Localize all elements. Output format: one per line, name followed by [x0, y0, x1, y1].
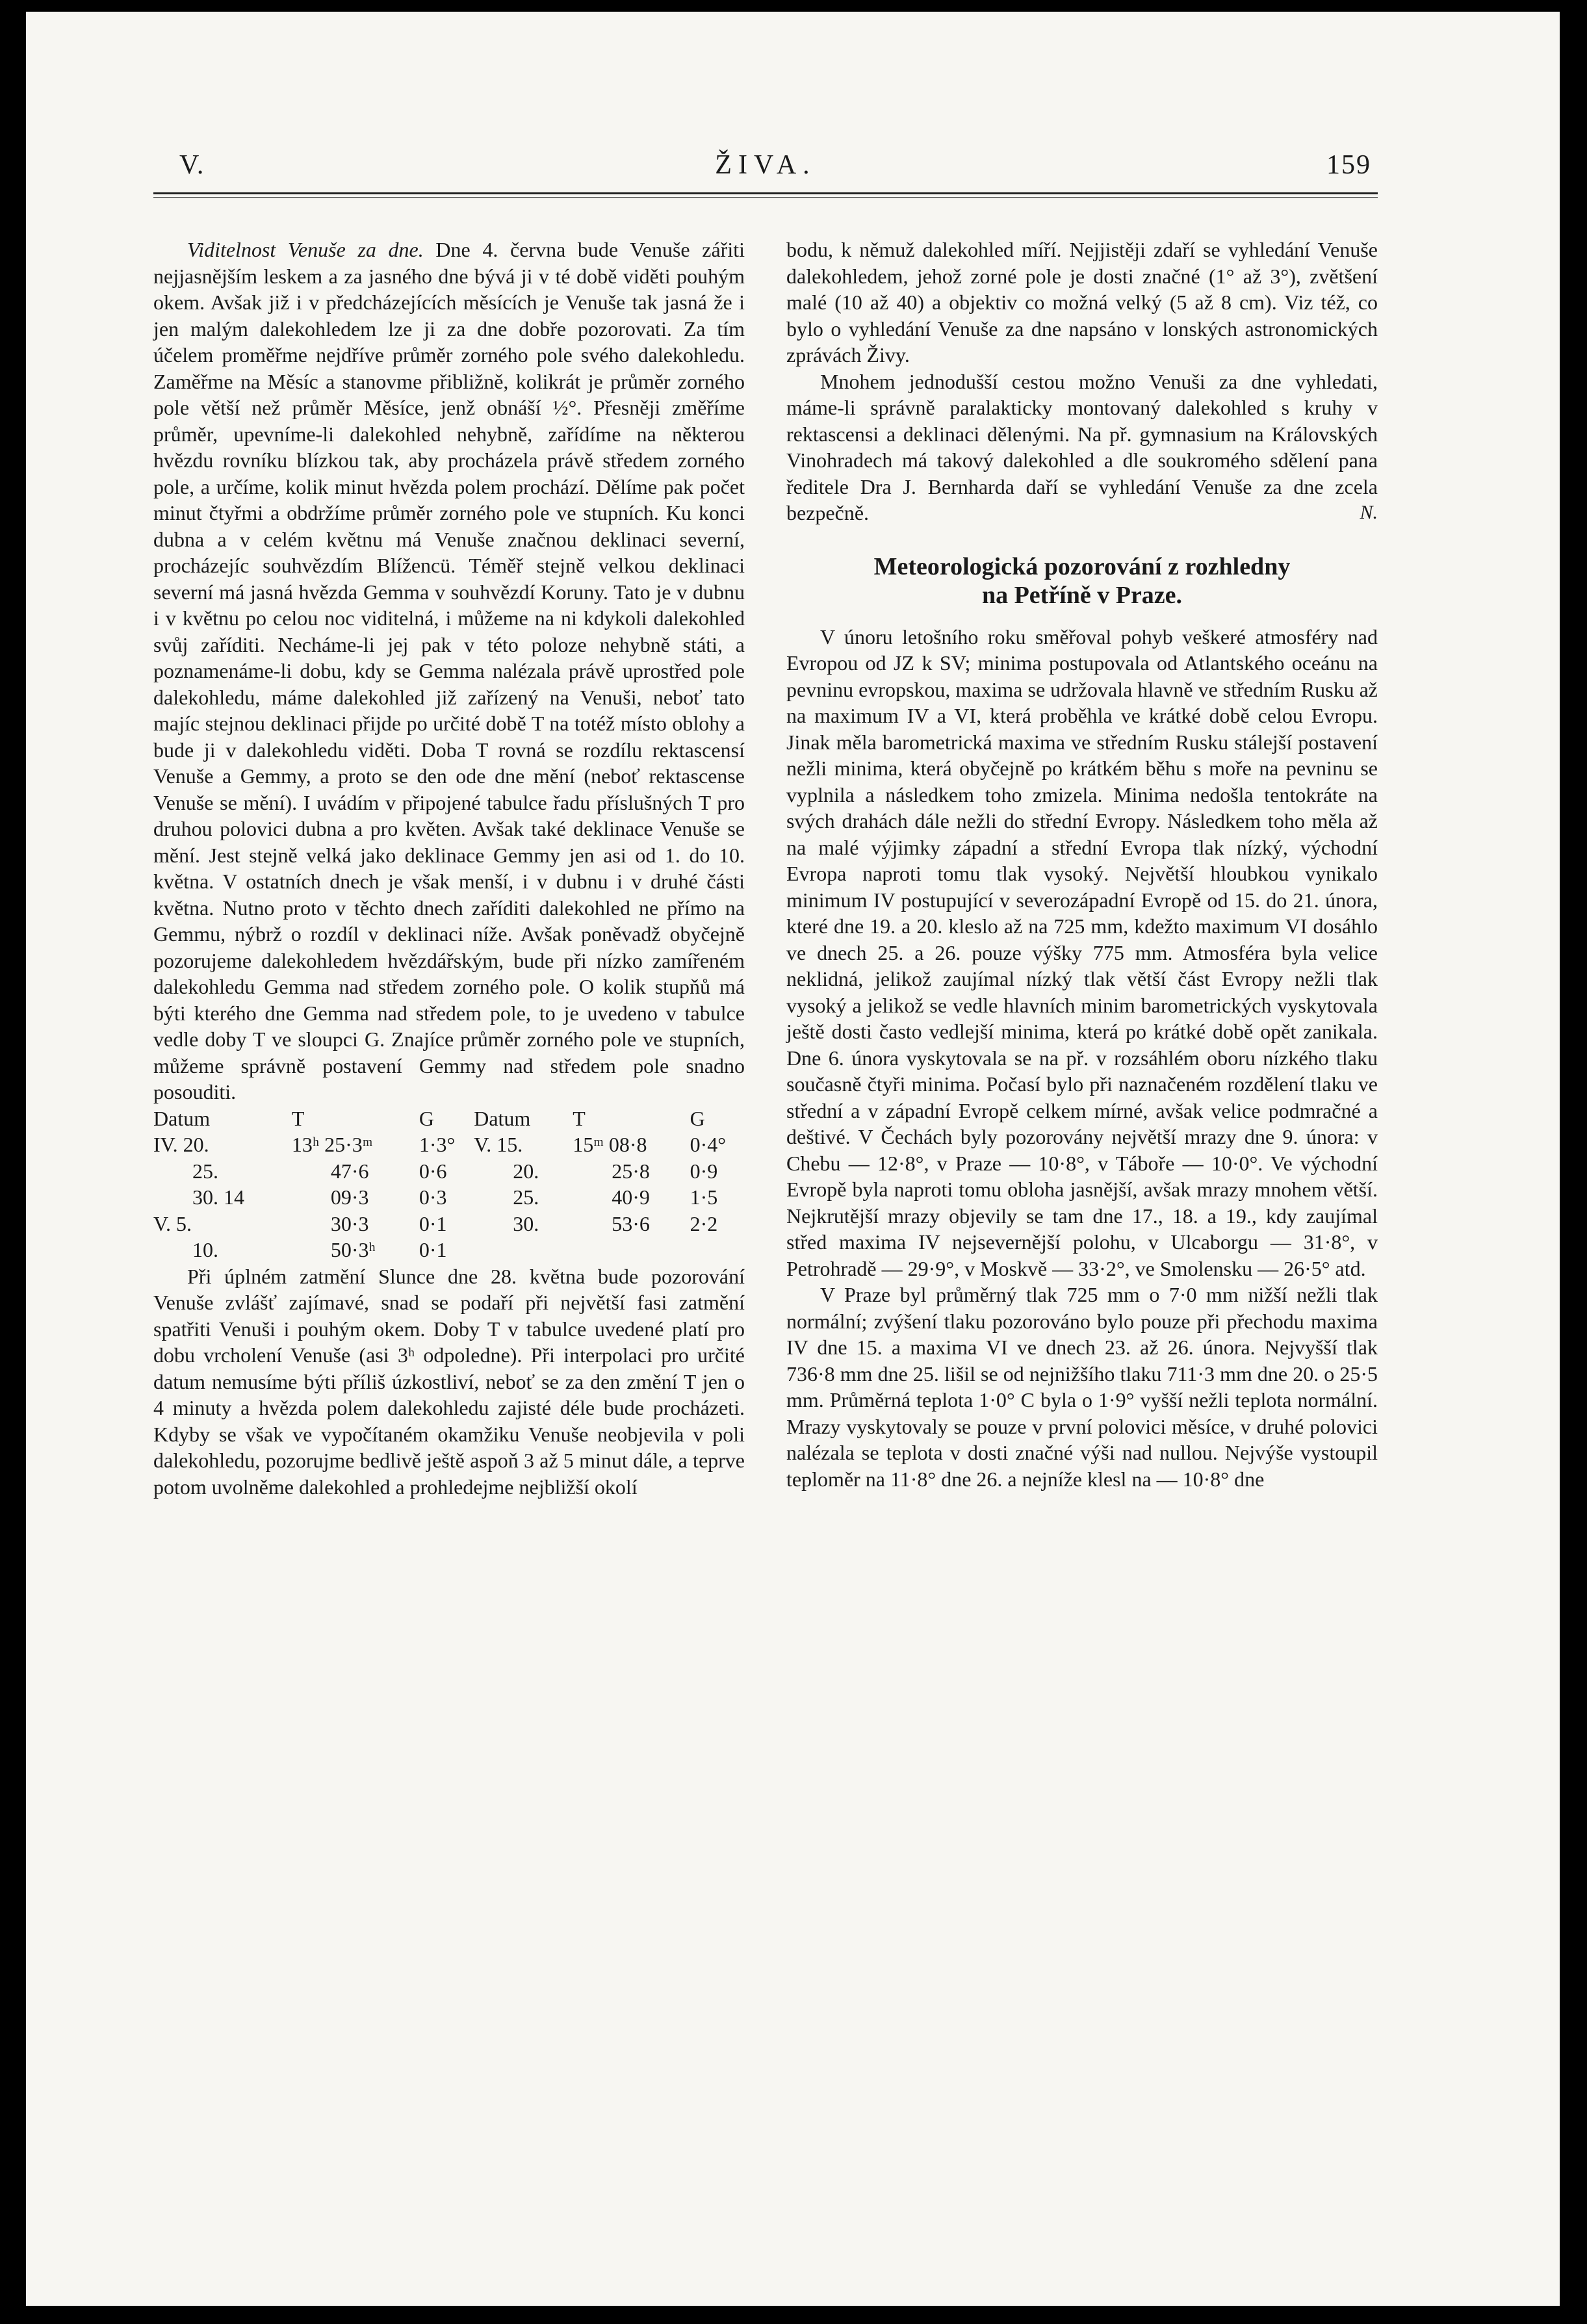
venus-paragraph-4-text: Mnohem jednodušší cestou možno Venuši za dne vyhledati, máme-li správně paralakticky montovaný dalekohled s kruhy v rektascensi a deklinaci dělenými. Na př. gymnasium na Královských Vinohradech má takový dalekohled a dle soukromého sdělení pana ředitele Dra J. Bernharda daří se vyhledání Venuše za dne zcela bezpečně.	[786, 369, 1378, 524]
venus-paragraph-1-text: Dne 4. června bude Venuše zářiti nejjasnějším leskem a za jasného dne bývá ji v té době viděti pouhým okem. Avšak již i v předcházejících měsících je Venuše tak jasná že i jen malým dalekohledem lze ji za dne dobře pozorovati. Za tím účelem proměřme nejdříve průměr zorného pole svého dalekohledu. Zaměřme na Měsíc a stanovme přibližně, kolikrát je průměr zorného pole větší než průměr Měsíce, jenž obnáší ½°. Přesněji změříme průměr, upevníme-li dalekohled nehybně, zařídíme na některou hvězdu rovníku blízkou tak, aby procházela právě středem zorného pole, a určíme, kolik minut hvězda polem prochází. Dělíme pak počet minut čtyřmi a obdržíme průměr zorného pole ve stupních. Ku konci dubna a v celém květnu má Venuše značnou deklinaci severní, procházejíc souhvězdím Blížencü. Téměř stejně velkou deklinaci severní má jasná hvězda Gemma v souhvězdí Koruny. Tato je v dubnu i v květnu po celou noc viditelná, i můžeme na ni kdykoli dalekohled svůj zaříditi. Necháme-li jej pak v této poloze nehybně státi, a poznamenáme-li dobu, kdy se Gemma nalézala právě uprostřed pole dalekohledu, máme dalekohled již zařízený na Venuši, neboť tato majíc stejnou deklinaci přijde po určité době T na totéž místo oblohy a bude ji v dalekohledu viděti. Doba T rovná se rozdílu rektascensí Venuše a Gemmy, a proto se den ode dne mění (neboť rektascense Venuše se mění). I uvádím v připojené tabulce řadu příslušných T pro druhou polovici dubna a pro květen. Avšak také deklinace Venuše se mění. Jest stejně velká jako deklinace Gemmy jen asi od 1. do 10. května. V ostatních dnech je však menší, i v dubnu i v druhé části května. Nutno proto v těchto dnech zaříditi dalekohled ne přímo na Gemmu, nýbrž o rozdíl v deklinaci níže. Avšak poněvadž obyčejně pozorujeme dalekohledem hvězdářským, bude při nízko zamířeném dalekohledu Gemma nad středem zorného pole. O kolik stupňů má býti kterého dne Gemma nad středem pole, to je uvedeno v tabulce vedle doby T ve sloupci G. Znajíce průměr zorného pole ve stupních, můžeme správně postavení Gemmy nad středem pole snadno posouditi.	[153, 238, 745, 1104]
table-cell: 1·3°	[419, 1133, 456, 1156]
running-header	[153, 136, 1378, 188]
table-cell: 0·1	[419, 1238, 447, 1261]
table-cell: 09·3	[330, 1185, 369, 1209]
table-cell	[573, 1237, 690, 1263]
table-header: G	[690, 1106, 705, 1130]
table-cell: 50·3ʰ	[330, 1238, 376, 1261]
table-cell: 0·1	[419, 1211, 447, 1235]
table-cell: 53·6	[612, 1211, 650, 1235]
table-cell: 25.	[513, 1185, 539, 1209]
table-header: G	[419, 1106, 434, 1130]
table-cell: 1·5	[690, 1185, 718, 1209]
table-row	[153, 1184, 745, 1211]
author-signature: N.	[1360, 502, 1378, 523]
meteo-paragraph-1: V únoru letošního roku směřoval pohyb veškeré atmosféry nad Evropou od JZ k SV; minima postupovala od Atlantského oceánu na pevninu evropskou, maxima se udržovala hlavně ve středním Rusku až na maximum IV a VI, která proběhla ve krátké době celou Evropu. Jinak měla barometrická maxima ve středním Rusku stálejší postavení nežli minima, která obyčejně po krátkém běhu s moře na pevninu se vyplnila a následkem toho zmizela. Minima nedošla tentokráte na svých drahách dále nežli do střední Evropy. Následkem toho měla až na malé výjimky západní a střední Evropa tlak nízký, východní Evropa naproti tomu tlak vysoký. Největší hloubkou vynikalo minimum IV postupující v severozápadní Evropě od 15. do 21. února, které dne 19. a 20. kleslo až na 725 mm, kdežto maximum VI dosáhlo ve dnech 25. a 26. pouze výšky 775 mm. Atmosféra byla velice neklidná, jelikož zaujímal nízký tlak větší část Evropy nežli tlak vysoký a jelikož se vedle hlavních minim barometrických vyskytovala ještě dosti často vedlejší minima, která po krátké době opět zanikala. Dne 6. února vyskytovala se na př. v rozsáhlém oboru nízkého tlaku současně čtyři minima. Počasí bylo při naznačeném rozdělení tlaku ve střední a v západní Evropě celkem mírné, avšak velice podmračné a deštivé. V Čechách byly pozorovány největší mrazy dne 9. února: v Chebu — 12·8°, v Praze — 10·8°, v Táboře — 10·0°. Ve východní Evropě byla naproti tomu obloha jasnější, avšak mrazy mnohem větší. Nejkrutější mrazy objevily se tam dne 17., 18. a 19., kdy zaujímal střed maxima IV nejsevernější polohu, v Ulcaborgu — 31·8°, v Petrohradě — 29·9°, v Moskvě — 33·2°, ve Smolensku — 26·5° atd.	[786, 625, 1378, 1280]
venus-paragraph-4	[786, 368, 1378, 526]
table-cell: 30.	[513, 1211, 539, 1235]
table-cell: 0·3	[419, 1185, 447, 1209]
table-cell: 0·4°	[690, 1133, 727, 1156]
table-row	[153, 1131, 745, 1158]
table-cell: 20.	[513, 1159, 539, 1183]
table-cell	[690, 1237, 745, 1263]
article-title-venus: Viditelnost Venuše za dne.	[187, 238, 424, 261]
header-rule	[153, 192, 1378, 198]
journal-title: ŽIVA.	[715, 150, 816, 180]
scan-border-right	[1560, 0, 1587, 2324]
table-cell: 0·9	[690, 1159, 718, 1183]
section-heading-line-2: na Petříně v Praze.	[981, 581, 1183, 609]
section-heading	[786, 552, 1378, 610]
venus-table	[153, 1105, 745, 1263]
scan-border-left	[0, 0, 27, 2324]
table-cell: V. 15.	[474, 1133, 523, 1156]
table-cell: 10.	[192, 1238, 218, 1261]
two-column-body	[153, 237, 1378, 1500]
left-column	[153, 237, 745, 1500]
table-cell: 47·6	[330, 1159, 369, 1183]
table-header: Datum	[474, 1106, 531, 1130]
table-header: T	[573, 1106, 586, 1130]
venus-paragraph-2: Při úplném zatmění Slunce dne 28. května bude pozorování Venuše zvlášť zajímavé, snad se podaří při největší fasi zatmění spatřiti Venuši i pouhým okem. Doby T v tabulce uvedené platí pro dobu vrcholení Venuše (asi 3ʰ odpoledne). Při interpolaci pro určité datum nemusíme býti příliš úzkostliví, neboť se za den změní T jen o 4 minuty a hvězda polem dalekohledu zajisté déle bude procházeti. Kdyby se však ve vypočítaném okamžiku Venuše neobjevila v poli dalekohledu, pozorujme bedlivě ještě aspoň 3 až 5 minut dále, a teprve potom uvolněme dalekohled a prohledejme nejbližší okolí	[153, 1264, 745, 1499]
table-cell: 2·2	[690, 1211, 718, 1235]
table-header-row	[153, 1105, 745, 1132]
page-number: 159	[1326, 150, 1371, 180]
table-row	[153, 1211, 745, 1237]
section-heading-line-1: Meteorologická pozorování z rozhledny	[873, 552, 1291, 580]
table-cell: 13ʰ 25·3ᵐ	[291, 1133, 373, 1156]
table-row	[153, 1158, 745, 1185]
table-header: Datum	[153, 1106, 211, 1130]
table-cell: 25·8	[612, 1159, 650, 1183]
table-cell: 0·6	[419, 1159, 447, 1183]
volume-number: V.	[179, 150, 205, 180]
right-column	[786, 237, 1378, 1500]
table-cell: 25.	[192, 1159, 218, 1183]
meteo-paragraph-2: V Praze byl průměrný tlak 725 mm o 7·0 mm nižší nežli tlak normální; zvýšení tlaku pozorováno bylo pouze při přechodu maxima IV dne 15. a maxima VI ve dnech 23. až 26. února. Nejvyšší tlak 736·8 mm dne 25. lišil se od nejnižšího tlaku 711·3 mm dne 20. o 25·5 mm. Průměrná teplota 1·0° C byla o 1·9° vyšší nežli teplota normální. Mrazy vyskytovaly se pouze v první polovici měsíce, v druhé polovici nalézala se teplota v dosti značné výši nad nullou. Nejvýše vystoupil teploměr na 11·8° dne 26. a nejníže klesl na — 10·8° dne	[786, 1283, 1378, 1491]
table-cell	[474, 1237, 573, 1263]
table-cell: 40·9	[612, 1185, 650, 1209]
table-cell: IV. 20.	[153, 1133, 209, 1156]
journal-page	[153, 136, 1378, 1500]
table-cell: V. 5.	[153, 1211, 192, 1235]
table-cell: 30. 14	[192, 1185, 244, 1209]
table-header: T	[291, 1106, 305, 1130]
venus-paragraph-3: bodu, k němuž dalekohled míří. Nejjistěji zdaří se vyhledání Venuše dalekohledem, jehož zorné pole je dosti značné (1° až 3°), zvětšení malé (10 až 40) a objektiv co možná velký (5 až 8 cm). Viz též, co bylo o vyhledání Venuše za dne napsáno v lonských astronomických zprávách Živy.	[786, 238, 1378, 367]
table-cell: 30·3	[330, 1211, 369, 1235]
venus-paragraph-1	[153, 237, 745, 1105]
table-row	[153, 1237, 745, 1263]
table-cell: 15ᵐ 08·8	[573, 1133, 647, 1156]
